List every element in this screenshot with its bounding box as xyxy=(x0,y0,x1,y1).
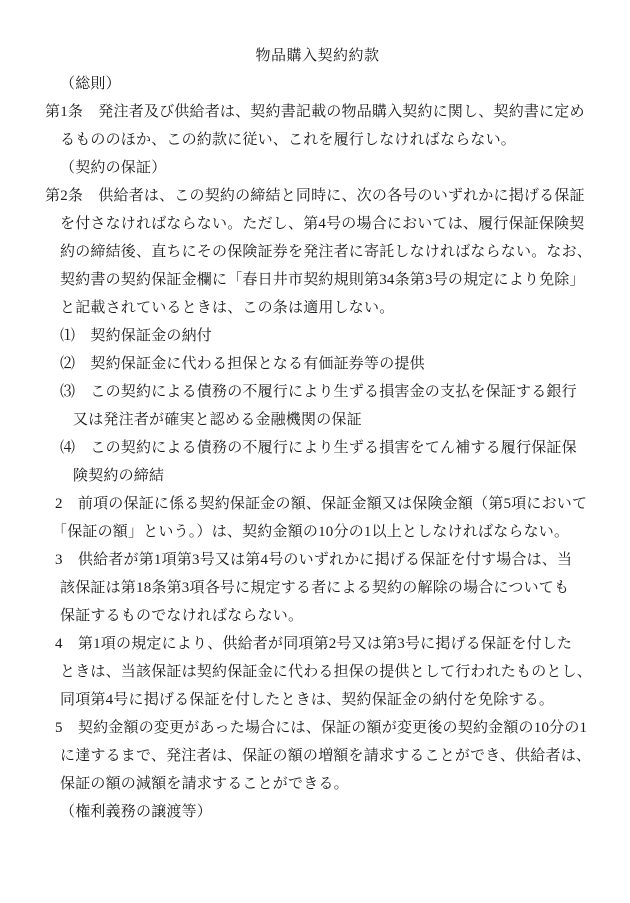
document-line: ⑶ この契約による債務の不履行により生ずる損害金の支払を保証する銀行 xyxy=(60,384,577,400)
document-line: ⑵ 契約保証金に代わる担保となる有価証券等の提供 xyxy=(60,356,425,372)
document-line: と記載されているときは、この条は適用しない。 xyxy=(60,300,395,316)
document-title: 物品購入契約約款 xyxy=(255,48,380,64)
document-line: 険契約の締結 xyxy=(73,468,165,484)
document-line: に達するまで、発注者は、保証の額の増額を請求することができ、供給者は、 xyxy=(60,748,592,764)
document-line: 4 第1項の規定により、供給者が同項第2号又は第3号に掲げる保証を付した xyxy=(55,636,573,652)
document-line: （契約の保証） xyxy=(60,160,167,176)
document-line: るもののほか、この約款に従い、これを履行しなければならない。 xyxy=(60,132,517,148)
document-line: 第2条 供給者は、この契約の締結と同時に、次の各号のいずれかに掲げる保証 xyxy=(45,188,585,204)
document-line: （総則） xyxy=(60,76,121,92)
document-line: 契約書の契約保証金欄に「春日井市契約規則第34条第3号の規定により免除」 xyxy=(60,272,585,288)
document-line: 「保証の額」という。）は、契約金額の10分の1以上としなければならない。 xyxy=(52,524,570,540)
document-line: ⑴ 契約保証金の納付 xyxy=(60,328,213,344)
document-line: を付さなければならない。ただし、第4号の場合においては、履行保証保険契 xyxy=(60,216,585,232)
document-body xyxy=(45,70,593,826)
document-line: 又は発注者が確実と認める金融機関の保証 xyxy=(73,412,362,428)
document-line: 第1条 発注者及び供給者は、契約書記載の物品購入契約に関し、契約書に定め xyxy=(45,104,585,120)
document-line: 約の締結後、直ちにその保険証券を発注者に寄託しなければならない。なお、 xyxy=(60,244,593,260)
document-line: （権利義務の譲渡等） xyxy=(60,804,213,820)
document-line: 該保証は第18条第3項各号に規定する者による契約の解除の場合についても xyxy=(60,580,570,596)
document-line: 5 契約金額の変更があった場合には、保証の額が変更後の契約金額の10分の1 xyxy=(55,720,588,736)
document-line: ⑷ この契約による債務の不履行により生ずる損害をてん補する履行保証保 xyxy=(60,440,577,456)
document-line: 3 供給者が第1項第3号又は第4号のいずれかに掲げる保証を付す場合は、当 xyxy=(55,552,573,568)
document-line: 2 前項の保証に係る契約保証金の額、保証金額又は保険金額（第5項において xyxy=(55,496,588,512)
document-line: ときは、当該保証は契約保証金に代わる担保の提供として行われたものとし、 xyxy=(60,664,593,680)
document-line: 保証の額の減額を請求することができる。 xyxy=(60,776,349,792)
document-line: 同項第4号に掲げる保証を付したときは、契約保証金の納付を免除する。 xyxy=(60,692,555,708)
document-line: 保証するものでなければならない。 xyxy=(60,608,304,624)
